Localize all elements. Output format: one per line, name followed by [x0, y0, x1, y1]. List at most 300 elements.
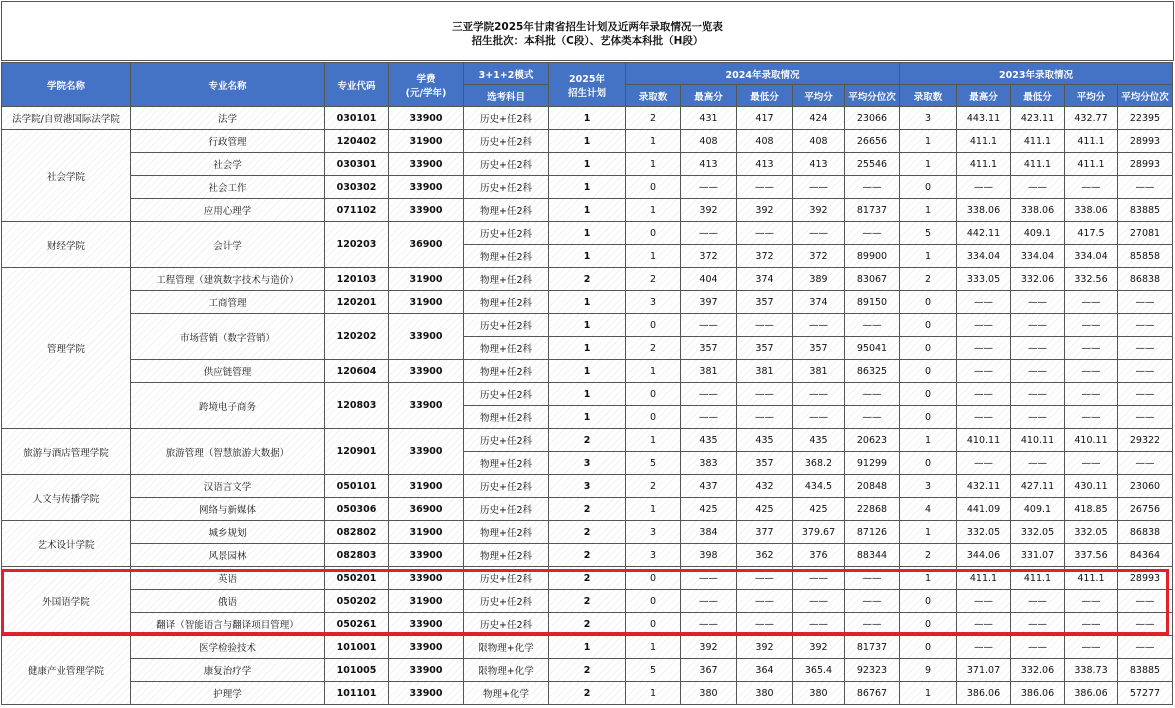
cell-major: 法学 [131, 107, 325, 130]
cell-2023-count: 1 [900, 567, 957, 590]
header-2023-rank: 平均分位次 [1118, 85, 1173, 107]
cell-2024-rank: 87126 [845, 521, 900, 544]
cell-2023-max: —— [957, 406, 1011, 429]
table-row [2, 590, 1173, 613]
cell-fee: 31900 [389, 130, 464, 153]
cell-fee: 33900 [389, 429, 464, 475]
cell-2023-count: 1 [900, 521, 957, 544]
cell-2024-max: —— [681, 406, 737, 429]
cell-2023-count: 1 [900, 199, 957, 222]
cell-plan: 1 [549, 337, 626, 360]
cell-subject: 物理+任2科 [464, 360, 549, 383]
cell-plan: 1 [549, 245, 626, 268]
cell-2024-count: 1 [626, 245, 681, 268]
cell-2023-min: —— [1011, 590, 1065, 613]
cell-plan: 2 [549, 682, 626, 705]
cell-plan: 2 [549, 613, 626, 636]
cell-2023-avg: —— [1065, 636, 1118, 659]
cell-2023-avg: 418.85 [1065, 498, 1118, 521]
cell-subject: 物理+任2科 [464, 406, 549, 429]
cell-2023-min: 332.06 [1011, 659, 1065, 682]
cell-subject: 限物理+化学 [464, 659, 549, 682]
page-subtitle: 招生批次：本科批（C段）、艺体类本科批（H段） [471, 35, 704, 47]
cell-subject: 历史+任2科 [464, 222, 549, 245]
cell-2023-rank: 85858 [1118, 245, 1173, 268]
cell-2024-max: 392 [681, 636, 737, 659]
cell-2024-avg: 434.5 [793, 475, 845, 498]
cell-2023-max: 334.04 [957, 245, 1011, 268]
cell-2023-max: 442.11 [957, 222, 1011, 245]
cell-2024-rank: —— [845, 590, 900, 613]
cell-subject: 物理+任2科 [464, 199, 549, 222]
cell-2024-count: 0 [626, 590, 681, 613]
table-row [2, 383, 1173, 406]
cell-2024-min: —— [737, 613, 793, 636]
table-row [2, 682, 1173, 705]
cell-2023-max: —— [957, 636, 1011, 659]
table-row [2, 153, 1173, 176]
cell-code: 082803 [325, 544, 389, 567]
cell-plan: 1 [549, 360, 626, 383]
cell-2023-min: 334.04 [1011, 245, 1065, 268]
cell-2024-avg: 381 [793, 360, 845, 383]
cell-plan: 1 [549, 314, 626, 337]
cell-2024-count: 3 [626, 544, 681, 567]
cell-2023-rank: 26756 [1118, 498, 1173, 521]
cell-2023-rank: 22395 [1118, 107, 1173, 130]
cell-2023-max: 410.11 [957, 429, 1011, 452]
header-2023: 2023年录取情况 [900, 63, 1173, 85]
cell-2023-avg: —— [1065, 613, 1118, 636]
cell-2024-rank: 83067 [845, 268, 900, 291]
cell-2024-count: 3 [626, 291, 681, 314]
cell-2024-min: 408 [737, 130, 793, 153]
cell-2024-max: 357 [681, 337, 737, 360]
cell-2023-count: 1 [900, 130, 957, 153]
cell-2024-avg: 357 [793, 337, 845, 360]
cell-2023-avg: 430.11 [1065, 475, 1118, 498]
cell-2024-count: 1 [626, 636, 681, 659]
cell-2024-max: —— [681, 176, 737, 199]
cell-code: 101001 [325, 636, 389, 659]
cell-2024-min: 372 [737, 245, 793, 268]
cell-2023-avg: —— [1065, 291, 1118, 314]
cell-2024-rank: 26656 [845, 130, 900, 153]
cell-major: 跨境电子商务 [131, 383, 325, 429]
cell-2023-avg: 338.73 [1065, 659, 1118, 682]
cell-2024-avg: 408 [793, 130, 845, 153]
cell-fee: 33900 [389, 107, 464, 130]
cell-2023-avg: —— [1065, 360, 1118, 383]
cell-2024-avg: 376 [793, 544, 845, 567]
cell-major: 应用心理学 [131, 199, 325, 222]
cell-2023-max: —— [957, 337, 1011, 360]
header-2024: 2024年录取情况 [626, 63, 900, 85]
cell-code: 120202 [325, 314, 389, 360]
cell-major: 会计学 [131, 222, 325, 268]
cell-2023-max: 371.07 [957, 659, 1011, 682]
cell-2023-count: 0 [900, 452, 957, 475]
cell-2023-min: —— [1011, 360, 1065, 383]
cell-2023-min: 423.11 [1011, 107, 1065, 130]
cell-2023-count: 0 [900, 383, 957, 406]
header-plan [549, 63, 626, 107]
cell-2024-min: 392 [737, 636, 793, 659]
cell-2023-rank: —— [1118, 636, 1173, 659]
cell-2024-count: 5 [626, 452, 681, 475]
cell-plan: 2 [549, 659, 626, 682]
cell-2024-avg: —— [793, 590, 845, 613]
cell-2024-avg: —— [793, 613, 845, 636]
cell-2024-max: 367 [681, 659, 737, 682]
cell-2023-min: 409.1 [1011, 222, 1065, 245]
cell-2023-count: 0 [900, 613, 957, 636]
cell-2024-rank: —— [845, 567, 900, 590]
cell-2024-rank: 20848 [845, 475, 900, 498]
cell-major: 医学检验技术 [131, 636, 325, 659]
cell-2023-min: 411.1 [1011, 567, 1065, 590]
cell-fee: 33900 [389, 314, 464, 360]
cell-2023-avg: 411.1 [1065, 567, 1118, 590]
cell-2024-max: 398 [681, 544, 737, 567]
cell-subject: 物理+任2科 [464, 544, 549, 567]
cell-subject: 物理+任2科 [464, 452, 549, 475]
cell-major: 工商管理 [131, 291, 325, 314]
cell-plan: 3 [549, 452, 626, 475]
cell-2024-count: 1 [626, 360, 681, 383]
cell-2023-min: 332.06 [1011, 268, 1065, 291]
table-row [2, 130, 1173, 153]
cell-2023-count: 2 [900, 268, 957, 291]
cell-fee: 36900 [389, 222, 464, 268]
cell-2023-max: 443.11 [957, 107, 1011, 130]
cell-plan: 2 [549, 590, 626, 613]
cell-2024-rank: 86767 [845, 682, 900, 705]
cell-2023-min: 331.07 [1011, 544, 1065, 567]
cell-2023-rank: 84364 [1118, 544, 1173, 567]
table-row [2, 521, 1173, 544]
cell-2023-max: —— [957, 452, 1011, 475]
cell-major: 康复治疗学 [131, 659, 325, 682]
cell-2023-avg: —— [1065, 406, 1118, 429]
header-plan-label: 招生计划 [567, 87, 606, 99]
cell-2024-max: 381 [681, 360, 737, 383]
cell-code: 050202 [325, 590, 389, 613]
cell-2024-min: 357 [737, 291, 793, 314]
cell-2024-rank: 88344 [845, 544, 900, 567]
cell-2023-avg: 338.06 [1065, 199, 1118, 222]
cell-2024-max: 408 [681, 130, 737, 153]
cell-2023-min: —— [1011, 337, 1065, 360]
cell-2024-count: 0 [626, 176, 681, 199]
table-row [2, 498, 1173, 521]
cell-fee: 33900 [389, 682, 464, 705]
cell-2024-max: —— [681, 567, 737, 590]
cell-college: 财经学院 [2, 222, 131, 268]
cell-major: 翻译（智能语言与翻译项目管理） [131, 613, 325, 636]
table-row [2, 268, 1173, 291]
cell-2024-min: 417 [737, 107, 793, 130]
cell-2024-min: —— [737, 314, 793, 337]
cell-plan: 1 [549, 406, 626, 429]
cell-plan: 3 [549, 475, 626, 498]
cell-code: 030302 [325, 176, 389, 199]
cell-code: 120201 [325, 291, 389, 314]
cell-2023-count: 3 [900, 107, 957, 130]
cell-plan: 2 [549, 268, 626, 291]
header-2024-max: 最高分 [681, 85, 737, 107]
header-2024-count: 录取数 [626, 85, 681, 107]
cell-2023-count: 1 [900, 245, 957, 268]
cell-2023-rank: —— [1118, 291, 1173, 314]
cell-2024-min: 381 [737, 360, 793, 383]
cell-2023-avg: 334.04 [1065, 245, 1118, 268]
cell-subject: 物理+任2科 [464, 337, 549, 360]
cell-2024-max: —— [681, 222, 737, 245]
cell-major: 网络与新媒体 [131, 498, 325, 521]
cell-2024-avg: 425 [793, 498, 845, 521]
cell-plan: 2 [549, 567, 626, 590]
cell-2024-min: —— [737, 383, 793, 406]
cell-2023-max: —— [957, 360, 1011, 383]
cell-2024-min: —— [737, 406, 793, 429]
cell-subject: 限物理+化学 [464, 636, 549, 659]
cell-2024-avg: —— [793, 383, 845, 406]
cell-fee: 33900 [389, 360, 464, 383]
cell-2023-max: —— [957, 590, 1011, 613]
cell-2023-count: 5 [900, 222, 957, 245]
header-code: 专业代码 [325, 63, 389, 107]
cell-subject: 历史+任2科 [464, 153, 549, 176]
cell-fee: 33900 [389, 659, 464, 682]
cell-2023-max: —— [957, 383, 1011, 406]
table-row [2, 107, 1173, 130]
table-row [2, 659, 1173, 682]
table-row [2, 544, 1173, 567]
cell-college: 旅游与酒店管理学院 [2, 429, 131, 475]
cell-2024-max: 384 [681, 521, 737, 544]
cell-2023-min: 338.06 [1011, 199, 1065, 222]
cell-2023-avg: 411.1 [1065, 130, 1118, 153]
cell-2024-min: 380 [737, 682, 793, 705]
cell-fee: 33900 [389, 613, 464, 636]
cell-2023-min: 332.05 [1011, 521, 1065, 544]
cell-2024-count: 1 [626, 130, 681, 153]
cell-code: 120604 [325, 360, 389, 383]
cell-2024-max: 383 [681, 452, 737, 475]
header-2024-rank: 平均分位次 [845, 85, 900, 107]
table-row [2, 314, 1173, 337]
cell-2023-max: 411.1 [957, 153, 1011, 176]
cell-college: 社会学院 [2, 130, 131, 222]
cell-2023-min: —— [1011, 636, 1065, 659]
cell-plan: 2 [549, 498, 626, 521]
cell-2024-min: 374 [737, 268, 793, 291]
cell-major: 行政管理 [131, 130, 325, 153]
cell-2023-rank: —— [1118, 314, 1173, 337]
cell-2024-avg: 365.4 [793, 659, 845, 682]
cell-major: 社会学 [131, 153, 325, 176]
cell-2023-min: 410.11 [1011, 429, 1065, 452]
cell-2023-max: —— [957, 291, 1011, 314]
cell-2024-rank: 89900 [845, 245, 900, 268]
cell-2024-min: 413 [737, 153, 793, 176]
cell-code: 050261 [325, 613, 389, 636]
cell-2023-count: 0 [900, 291, 957, 314]
cell-subject: 历史+任2科 [464, 567, 549, 590]
table-row [2, 291, 1173, 314]
cell-2023-max: 411.1 [957, 130, 1011, 153]
cell-2024-max: 380 [681, 682, 737, 705]
page-title: 三亚学院2025年甘肃省招生计划及近两年录取情况一览表 [452, 21, 723, 33]
cell-2024-avg: —— [793, 406, 845, 429]
header-subject: 选考科目 [464, 85, 549, 107]
cell-2024-count: 1 [626, 199, 681, 222]
cell-2023-min: —— [1011, 452, 1065, 475]
header-mode: 3+1+2模式 [464, 63, 549, 85]
cell-2023-rank: —— [1118, 613, 1173, 636]
cell-2024-count: 0 [626, 222, 681, 245]
header-2023-min: 最低分 [1011, 85, 1065, 107]
cell-major: 市场营销（数字营销） [131, 314, 325, 360]
cell-2024-rank: 20623 [845, 429, 900, 452]
cell-2023-count: 0 [900, 314, 957, 337]
cell-2023-count: 0 [900, 176, 957, 199]
cell-2023-rank: 28993 [1118, 567, 1173, 590]
cell-2023-max: 332.05 [957, 521, 1011, 544]
cell-2023-min: 427.11 [1011, 475, 1065, 498]
cell-code: 050101 [325, 475, 389, 498]
cell-2023-avg: 411.1 [1065, 153, 1118, 176]
cell-2024-min: —— [737, 590, 793, 613]
cell-major: 社会工作 [131, 176, 325, 199]
cell-major: 供应链管理 [131, 360, 325, 383]
cell-college: 外国语学院 [2, 567, 131, 636]
cell-2024-count: 1 [626, 429, 681, 452]
cell-fee: 33900 [389, 199, 464, 222]
cell-2023-max: 338.06 [957, 199, 1011, 222]
cell-subject: 物理+任2科 [464, 291, 549, 314]
cell-2024-min: 435 [737, 429, 793, 452]
cell-major: 护理学 [131, 682, 325, 705]
header-major: 专业名称 [131, 63, 325, 107]
cell-fee: 33900 [389, 383, 464, 429]
cell-2024-rank: 91299 [845, 452, 900, 475]
header-2023-max: 最高分 [957, 85, 1011, 107]
cell-2023-rank: 28993 [1118, 130, 1173, 153]
cell-2023-rank: —— [1118, 337, 1173, 360]
cell-2023-max: —— [957, 613, 1011, 636]
cell-2024-rank: 81737 [845, 199, 900, 222]
table-row [2, 636, 1173, 659]
cell-2024-max: —— [681, 314, 737, 337]
cell-2023-max: —— [957, 314, 1011, 337]
cell-2023-avg: 386.06 [1065, 682, 1118, 705]
table-row [2, 176, 1173, 199]
cell-2024-max: —— [681, 590, 737, 613]
cell-major: 风景园林 [131, 544, 325, 567]
cell-subject: 历史+任2科 [464, 475, 549, 498]
cell-2023-rank: 57277 [1118, 682, 1173, 705]
cell-2023-max: 441.09 [957, 498, 1011, 521]
cell-plan: 1 [549, 199, 626, 222]
cell-2023-rank: —— [1118, 360, 1173, 383]
cell-2024-max: 435 [681, 429, 737, 452]
header-2024-avg: 平均分 [793, 85, 845, 107]
cell-2023-max: 432.11 [957, 475, 1011, 498]
table-body [2, 107, 1173, 705]
cell-2024-rank: 23066 [845, 107, 900, 130]
cell-plan: 1 [549, 130, 626, 153]
cell-2023-max: 344.06 [957, 544, 1011, 567]
cell-2023-min: 409.1 [1011, 498, 1065, 521]
cell-fee: 31900 [389, 291, 464, 314]
cell-2024-rank: —— [845, 176, 900, 199]
cell-2023-rank: —— [1118, 383, 1173, 406]
cell-2023-avg: —— [1065, 452, 1118, 475]
cell-college: 艺术设计学院 [2, 521, 131, 567]
cell-subject: 物理+任2科 [464, 521, 549, 544]
cell-2023-count: 1 [900, 153, 957, 176]
cell-2023-avg: —— [1065, 314, 1118, 337]
cell-2023-rank: 86838 [1118, 521, 1173, 544]
cell-fee: 33900 [389, 567, 464, 590]
cell-subject: 历史+任2科 [464, 590, 549, 613]
table-row [2, 567, 1173, 590]
cell-2023-avg: 332.05 [1065, 521, 1118, 544]
cell-2023-avg: 432.77 [1065, 107, 1118, 130]
admission-table [1, 62, 1173, 705]
cell-2023-avg: —— [1065, 590, 1118, 613]
cell-2023-avg: 332.56 [1065, 268, 1118, 291]
cell-2023-count: 0 [900, 590, 957, 613]
cell-2024-max: 392 [681, 199, 737, 222]
cell-plan: 1 [549, 636, 626, 659]
header-2024-min: 最低分 [737, 85, 793, 107]
cell-college: 管理学院 [2, 268, 131, 429]
cell-2024-rank: 95041 [845, 337, 900, 360]
cell-2023-max: 411.1 [957, 567, 1011, 590]
cell-2024-avg: —— [793, 176, 845, 199]
cell-plan: 2 [549, 544, 626, 567]
cell-2024-rank: 92323 [845, 659, 900, 682]
cell-major: 俄语 [131, 590, 325, 613]
cell-subject: 历史+任2科 [464, 314, 549, 337]
cell-2024-min: 425 [737, 498, 793, 521]
cell-code: 030301 [325, 153, 389, 176]
cell-2023-min: —— [1011, 383, 1065, 406]
cell-2024-count: 1 [626, 153, 681, 176]
cell-plan: 1 [549, 291, 626, 314]
cell-plan: 2 [549, 521, 626, 544]
cell-2024-min: 392 [737, 199, 793, 222]
cell-2024-min: 357 [737, 452, 793, 475]
cell-2024-rank: —— [845, 406, 900, 429]
cell-2024-avg: 380 [793, 682, 845, 705]
cell-2023-min: 411.1 [1011, 153, 1065, 176]
cell-major: 英语 [131, 567, 325, 590]
cell-subject: 历史+任2科 [464, 429, 549, 452]
cell-2024-count: 2 [626, 268, 681, 291]
table-row [2, 222, 1173, 245]
cell-2024-rank: 86325 [845, 360, 900, 383]
header-fee [389, 63, 464, 107]
cell-plan: 1 [549, 383, 626, 406]
cell-2024-min: —— [737, 176, 793, 199]
cell-2024-count: 0 [626, 383, 681, 406]
cell-2024-rank: —— [845, 314, 900, 337]
table-row [2, 429, 1173, 452]
